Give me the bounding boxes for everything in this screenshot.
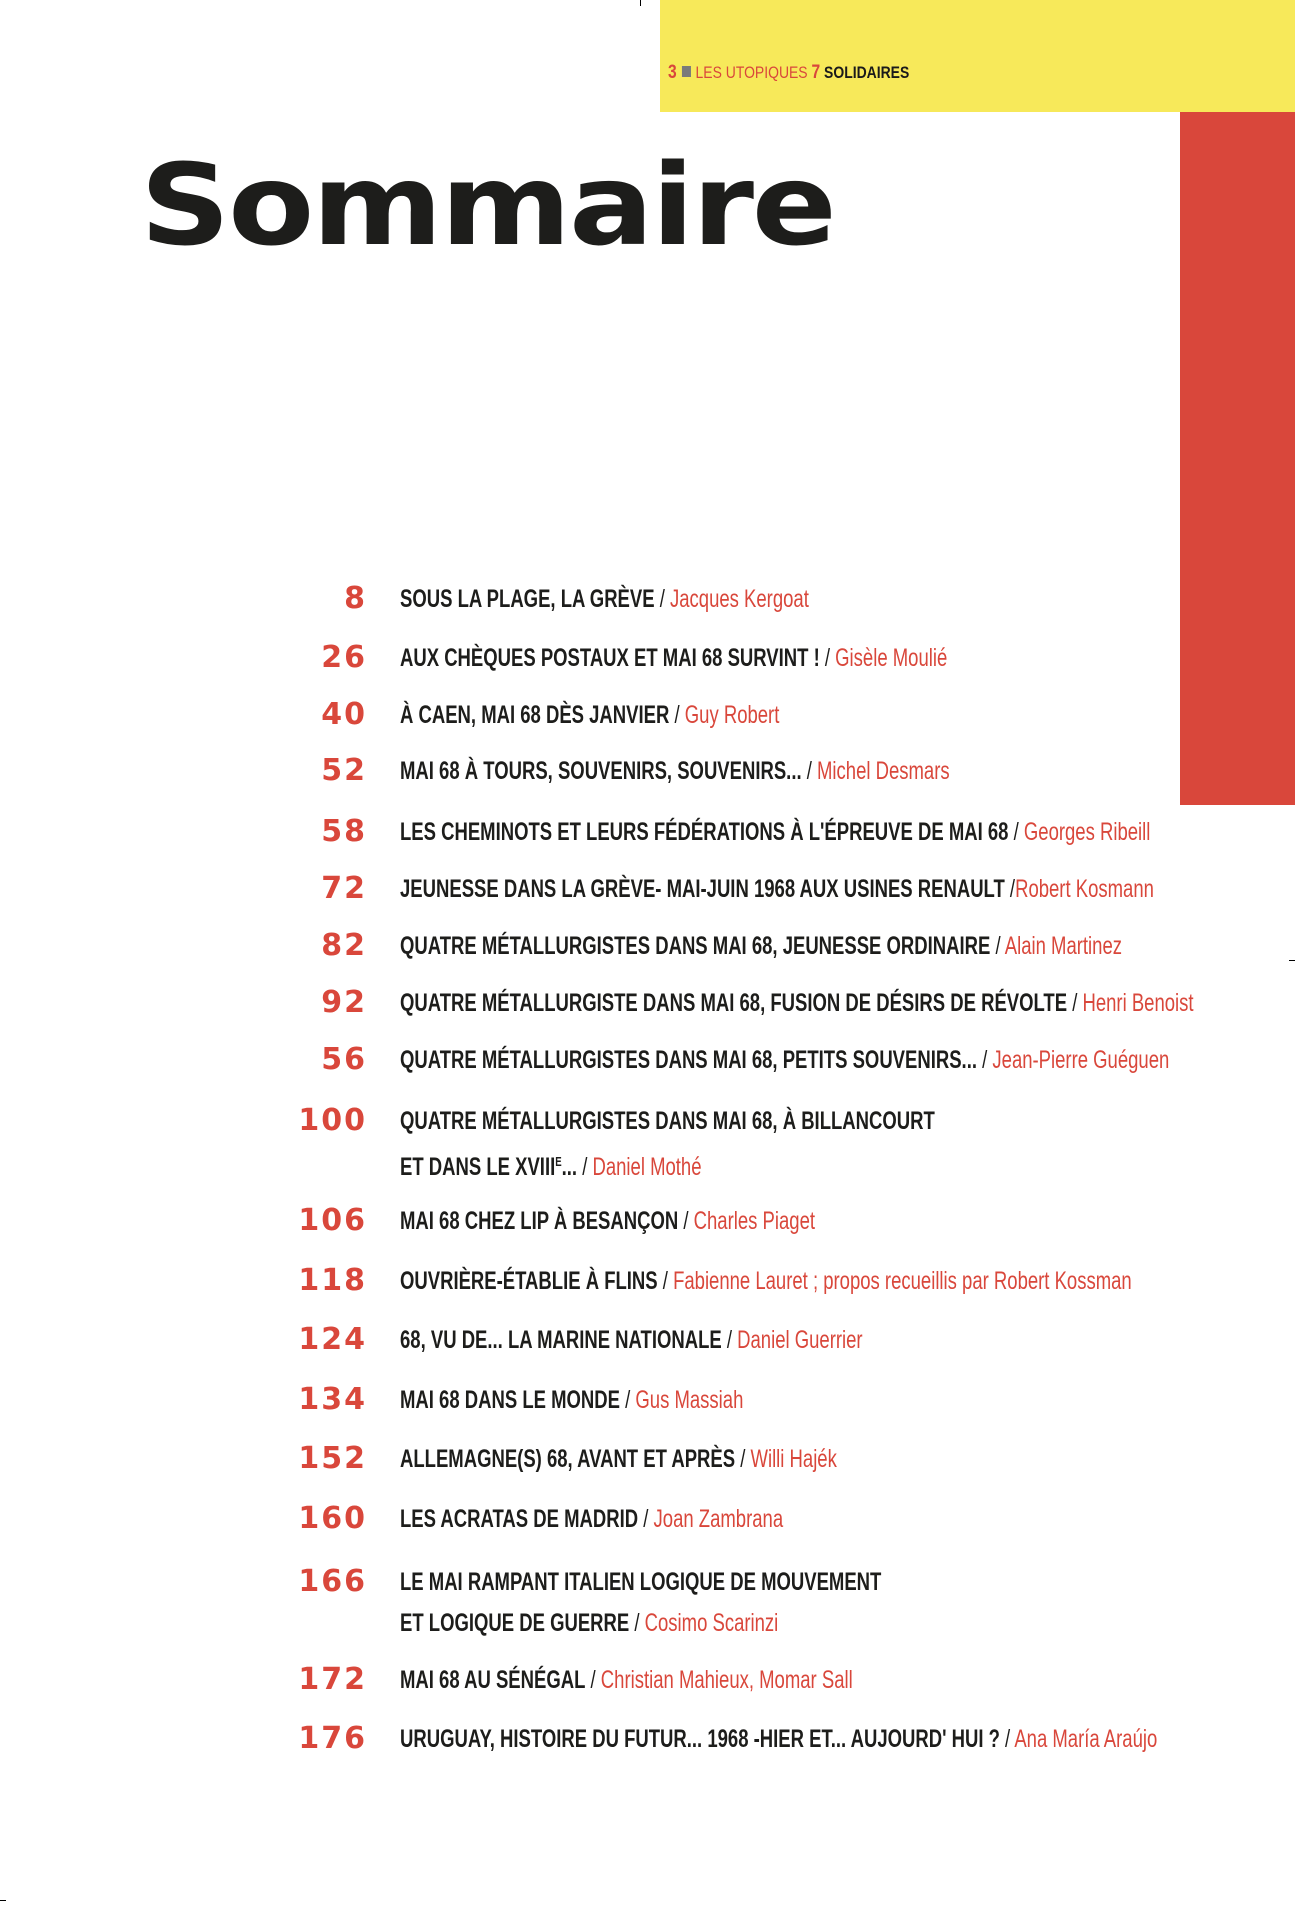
toc-line bbox=[400, 1603, 778, 1643]
toc-line bbox=[400, 1261, 1132, 1301]
article-title-text: ET LOGIQUE DE GUERRE bbox=[400, 1609, 630, 1637]
toc-entry bbox=[0, 1320, 1295, 1361]
article-author: Georges Ribeill bbox=[1023, 818, 1151, 846]
article-author: Fabienne Lauret ; propos recueillis par Robert Kossman bbox=[673, 1267, 1132, 1295]
article-author: Christian Mahieux, Momar Sall bbox=[600, 1666, 853, 1694]
toc-line bbox=[400, 638, 947, 678]
article-author: Daniel Mothé bbox=[592, 1153, 702, 1181]
toc-page-number: 176 bbox=[298, 1721, 367, 1756]
toc-entry bbox=[0, 926, 1295, 967]
separator-slash: / bbox=[999, 1725, 1015, 1753]
article-author: Guy Robert bbox=[684, 701, 780, 729]
toc-line bbox=[400, 1439, 837, 1479]
toc-entry bbox=[0, 1101, 1295, 1183]
article-title bbox=[400, 875, 1005, 903]
separator-slash: / bbox=[577, 1153, 593, 1181]
toc-entry bbox=[0, 638, 1295, 679]
toc-page-number: 92 bbox=[321, 985, 367, 1020]
toc-line bbox=[400, 695, 779, 735]
separator-slash: / bbox=[638, 1505, 654, 1533]
article-title bbox=[400, 1046, 977, 1074]
article-author: Gus Massiah bbox=[635, 1386, 744, 1414]
toc-line bbox=[400, 926, 1122, 966]
article-author: Ana María Araújo bbox=[1014, 1725, 1158, 1753]
toc-page-number: 100 bbox=[298, 1103, 367, 1138]
toc-page-number: 58 bbox=[321, 814, 367, 849]
toc-line bbox=[400, 1201, 815, 1241]
article-author: Henri Benoist bbox=[1082, 989, 1194, 1017]
separator-slash: / bbox=[1008, 818, 1024, 846]
toc-page-number: 118 bbox=[298, 1263, 367, 1298]
toc-line bbox=[400, 1499, 783, 1539]
toc-entry bbox=[0, 1380, 1295, 1421]
toc-page-number: 172 bbox=[298, 1662, 367, 1697]
toc-entry bbox=[0, 869, 1295, 910]
article-author: Robert Kosmann bbox=[1015, 875, 1154, 903]
toc-page-number: 152 bbox=[298, 1441, 367, 1476]
article-title bbox=[400, 932, 990, 960]
page-title: Sommaire bbox=[140, 141, 835, 271]
article-author: Alain Martinez bbox=[1004, 932, 1122, 960]
article-title bbox=[400, 818, 1008, 846]
toc-line bbox=[400, 869, 1154, 909]
separator-slash: / bbox=[735, 1445, 751, 1473]
article-title-text: OUVRIÈRE-ÉTABLIE À FLINS bbox=[400, 1267, 658, 1295]
separator-slash: / bbox=[657, 1267, 674, 1295]
toc-line bbox=[400, 1142, 702, 1187]
article-author: Joan Zambrana bbox=[653, 1505, 784, 1533]
article-title bbox=[400, 1725, 1000, 1753]
separator-slash: / bbox=[976, 1046, 993, 1074]
volume-number: 7 bbox=[811, 62, 821, 83]
toc-page-number: 166 bbox=[298, 1564, 367, 1599]
toc-line bbox=[400, 1040, 1169, 1080]
toc-page-number: 8 bbox=[344, 581, 367, 616]
volume-title: SOLIDAIRES bbox=[824, 63, 910, 82]
article-title-text: QUATRE MÉTALLURGISTES DANS MAI 68, JEUNESSE ORDINAIRE bbox=[400, 932, 991, 960]
toc-entry bbox=[0, 812, 1295, 853]
separator-slash: / bbox=[585, 1666, 601, 1694]
article-title bbox=[400, 1609, 629, 1637]
toc-line bbox=[400, 983, 1194, 1023]
article-title-text: LE MAI RAMPANT ITALIEN LOGIQUE DE MOUVEMENT bbox=[400, 1568, 882, 1596]
article-title bbox=[400, 701, 669, 729]
article-title-text: QUATRE MÉTALLURGISTE DANS MAI 68, FUSION DE DÉSIRS DE RÉVOLTE bbox=[400, 989, 1068, 1017]
article-title-text: 68, VU DE... LA MARINE NATIONALE bbox=[400, 1326, 722, 1354]
article-title-ellipsis: ... bbox=[561, 1153, 578, 1181]
toc-line bbox=[400, 1660, 853, 1700]
article-title bbox=[400, 585, 655, 613]
article-title-text: QUATRE MÉTALLURGISTES DANS MAI 68, À BILLANCOURT bbox=[400, 1107, 935, 1135]
toc-entry bbox=[0, 579, 1295, 620]
article-title-text: MAI 68 DANS LE MONDE bbox=[400, 1386, 620, 1414]
separator-slash: / bbox=[1004, 875, 1016, 903]
article-title-text: ET DANS LE XVIII bbox=[400, 1153, 556, 1181]
article-title-text: LES CHEMINOTS ET LEURS FÉDÉRATIONS À L'ÉPREUVE DE MAI 68 bbox=[400, 818, 1009, 846]
article-author: Charles Piaget bbox=[693, 1207, 816, 1235]
toc-page-number: 52 bbox=[321, 753, 367, 788]
toc-entry bbox=[0, 983, 1295, 1024]
separator-slash: / bbox=[721, 1326, 738, 1354]
article-title-text: JEUNESSE DANS LA GRÈVE- MAI-JUIN 1968 AUX USINES RENAULT bbox=[400, 875, 1005, 903]
separator-slash: / bbox=[819, 644, 836, 672]
article-title bbox=[400, 644, 820, 672]
article-title bbox=[400, 1326, 722, 1354]
article-author: Daniel Guerrier bbox=[737, 1326, 863, 1354]
article-title-text: MAI 68 AU SÉNÉGAL bbox=[400, 1666, 586, 1694]
article-author: Jacques Kergoat bbox=[670, 585, 809, 613]
toc-page-number: 26 bbox=[321, 640, 367, 675]
toc-page-number: 56 bbox=[321, 1042, 367, 1077]
issue-number: 3 bbox=[668, 62, 677, 83]
article-author: Willi Hajék bbox=[750, 1445, 837, 1473]
article-title bbox=[400, 1386, 620, 1414]
toc-entry bbox=[0, 1201, 1295, 1242]
toc-page-number: 134 bbox=[298, 1382, 367, 1417]
article-title bbox=[400, 1445, 735, 1473]
article-author: Jean-Pierre Guéguen bbox=[992, 1046, 1170, 1074]
toc-line bbox=[400, 751, 950, 791]
article-title-text: AUX CHÈQUES POSTAUX ET MAI 68 SURVINT ! bbox=[400, 644, 820, 672]
toc-page-number: 124 bbox=[298, 1322, 367, 1357]
toc-line bbox=[400, 1101, 935, 1141]
separator-slash: / bbox=[654, 585, 671, 613]
article-title bbox=[400, 1153, 577, 1181]
article-title bbox=[400, 1267, 658, 1295]
toc-entry bbox=[0, 1719, 1295, 1760]
toc-entry bbox=[0, 1439, 1295, 1480]
article-title-text: SOUS LA PLAGE, LA GRÈVE bbox=[400, 585, 655, 613]
separator-slash: / bbox=[801, 757, 818, 785]
separator-slash: / bbox=[990, 932, 1005, 960]
toc-line bbox=[400, 1380, 743, 1420]
article-title-text: MAI 68 CHEZ LIP À BESANÇON bbox=[400, 1207, 679, 1235]
article-title bbox=[400, 757, 802, 785]
separator-slash: / bbox=[678, 1207, 694, 1235]
toc-line bbox=[400, 1562, 881, 1602]
toc-entry bbox=[0, 1261, 1295, 1302]
article-author: Gisèle Moulié bbox=[835, 644, 948, 672]
article-author: Cosimo Scarinzi bbox=[644, 1609, 779, 1637]
article-title-text: MAI 68 À TOURS, SOUVENIRS, SOUVENIRS... bbox=[400, 757, 802, 785]
article-title bbox=[400, 1107, 935, 1135]
article-title-text: QUATRE MÉTALLURGISTES DANS MAI 68, PETITS SOUVENIRS... bbox=[400, 1046, 977, 1074]
toc-entry bbox=[0, 1660, 1295, 1701]
toc-line bbox=[400, 1320, 863, 1360]
toc-line bbox=[400, 1719, 1157, 1759]
toc-entry bbox=[0, 695, 1295, 736]
article-title bbox=[400, 1505, 638, 1533]
toc-entry bbox=[0, 1040, 1295, 1081]
article-title bbox=[400, 1568, 881, 1596]
toc-page-number: 82 bbox=[321, 928, 367, 963]
article-title-text: URUGUAY, HISTOIRE DU FUTUR... 1968 -HIER ET... AUJOURD' HUI ? bbox=[400, 1725, 1000, 1753]
title-superscript: E bbox=[555, 1154, 562, 1169]
separator-slash: / bbox=[619, 1386, 636, 1414]
article-title-text: LES ACRATAS DE MADRID bbox=[400, 1505, 639, 1533]
toc-page-number: 106 bbox=[298, 1203, 367, 1238]
toc-entry bbox=[0, 1562, 1295, 1644]
article-title-text: À CAEN, MAI 68 DÈS JANVIER bbox=[400, 701, 670, 729]
toc-page-number: 40 bbox=[321, 697, 367, 732]
article-title-text: ALLEMAGNE(S) 68, AVANT ET APRÈS bbox=[400, 1445, 736, 1473]
series-name: LES UTOPIQUES bbox=[695, 63, 808, 82]
article-title bbox=[400, 989, 1067, 1017]
article-title bbox=[400, 1666, 585, 1694]
toc-page-number: 72 bbox=[321, 871, 367, 906]
separator-slash: / bbox=[669, 701, 685, 729]
separator-slash: / bbox=[629, 1609, 645, 1637]
article-author: Michel Desmars bbox=[817, 757, 950, 785]
separator-slash: / bbox=[1067, 989, 1083, 1017]
toc-line bbox=[400, 812, 1150, 852]
toc-line bbox=[400, 579, 809, 619]
article-title bbox=[400, 1207, 678, 1235]
toc-entry bbox=[0, 1499, 1295, 1540]
toc-entry bbox=[0, 751, 1295, 792]
toc-page-number: 160 bbox=[298, 1501, 367, 1536]
